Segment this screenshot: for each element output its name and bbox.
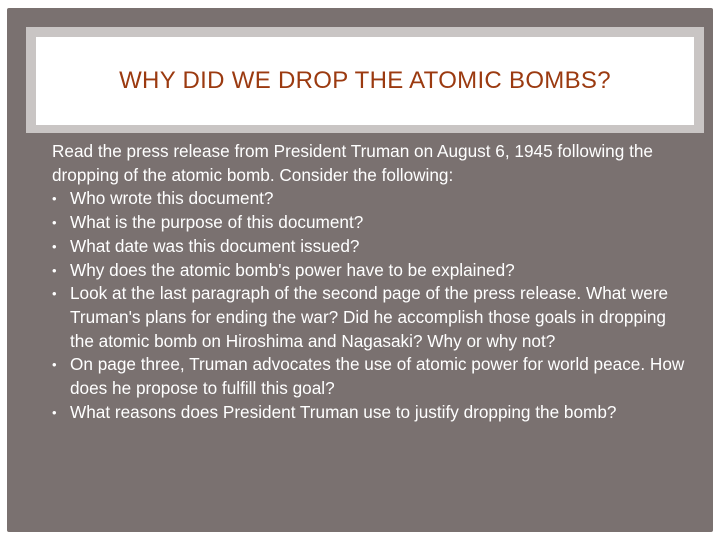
bullet-list	[52, 187, 692, 424]
bullet-text: Why does the atomic bomb's power have to be explained?	[70, 259, 515, 280]
slide-title: WHY DID WE DROP THE ATOMIC BOMBS?	[119, 67, 611, 94]
bullet-icon: •	[52, 404, 57, 420]
bullet-icon: •	[52, 262, 57, 278]
bullet-item	[52, 235, 692, 259]
bullet-item	[52, 401, 692, 425]
bullet-text: What is the purpose of this document?	[70, 212, 364, 233]
bullet-text: Who wrote this document?	[70, 188, 274, 209]
bullet-icon: •	[52, 215, 57, 231]
bullet-icon: •	[52, 286, 57, 302]
bullet-icon: •	[52, 191, 57, 207]
bullet-item	[52, 211, 692, 235]
bullet-text: On page three, Truman advocates the use of atomic power for world peace. How does he propose to fulfill this goal?	[70, 354, 685, 399]
intro-paragraph: Read the press release from President Truman on August 6, 1945 following the dropping of the atomic bomb. Consider the following:	[52, 141, 653, 185]
bullet-item	[52, 282, 692, 353]
bullet-item	[52, 187, 692, 211]
slide-body	[52, 140, 692, 424]
bullet-icon: •	[52, 238, 57, 254]
bullet-item	[52, 259, 692, 283]
title-box	[36, 37, 694, 125]
bullet-text: What reasons does President Truman use to justify dropping the bomb?	[70, 401, 617, 422]
bullet-text: What date was this document issued?	[70, 235, 360, 256]
bullet-item	[52, 353, 692, 400]
bullet-text: Look at the last paragraph of the second page of the press release. What were Truman's plans for ending the war? Did he accomplish those goals in dropping the atomic bomb on Hiroshima and Nagasaki? Why or why not?	[70, 283, 669, 351]
bullet-icon: •	[52, 357, 57, 373]
